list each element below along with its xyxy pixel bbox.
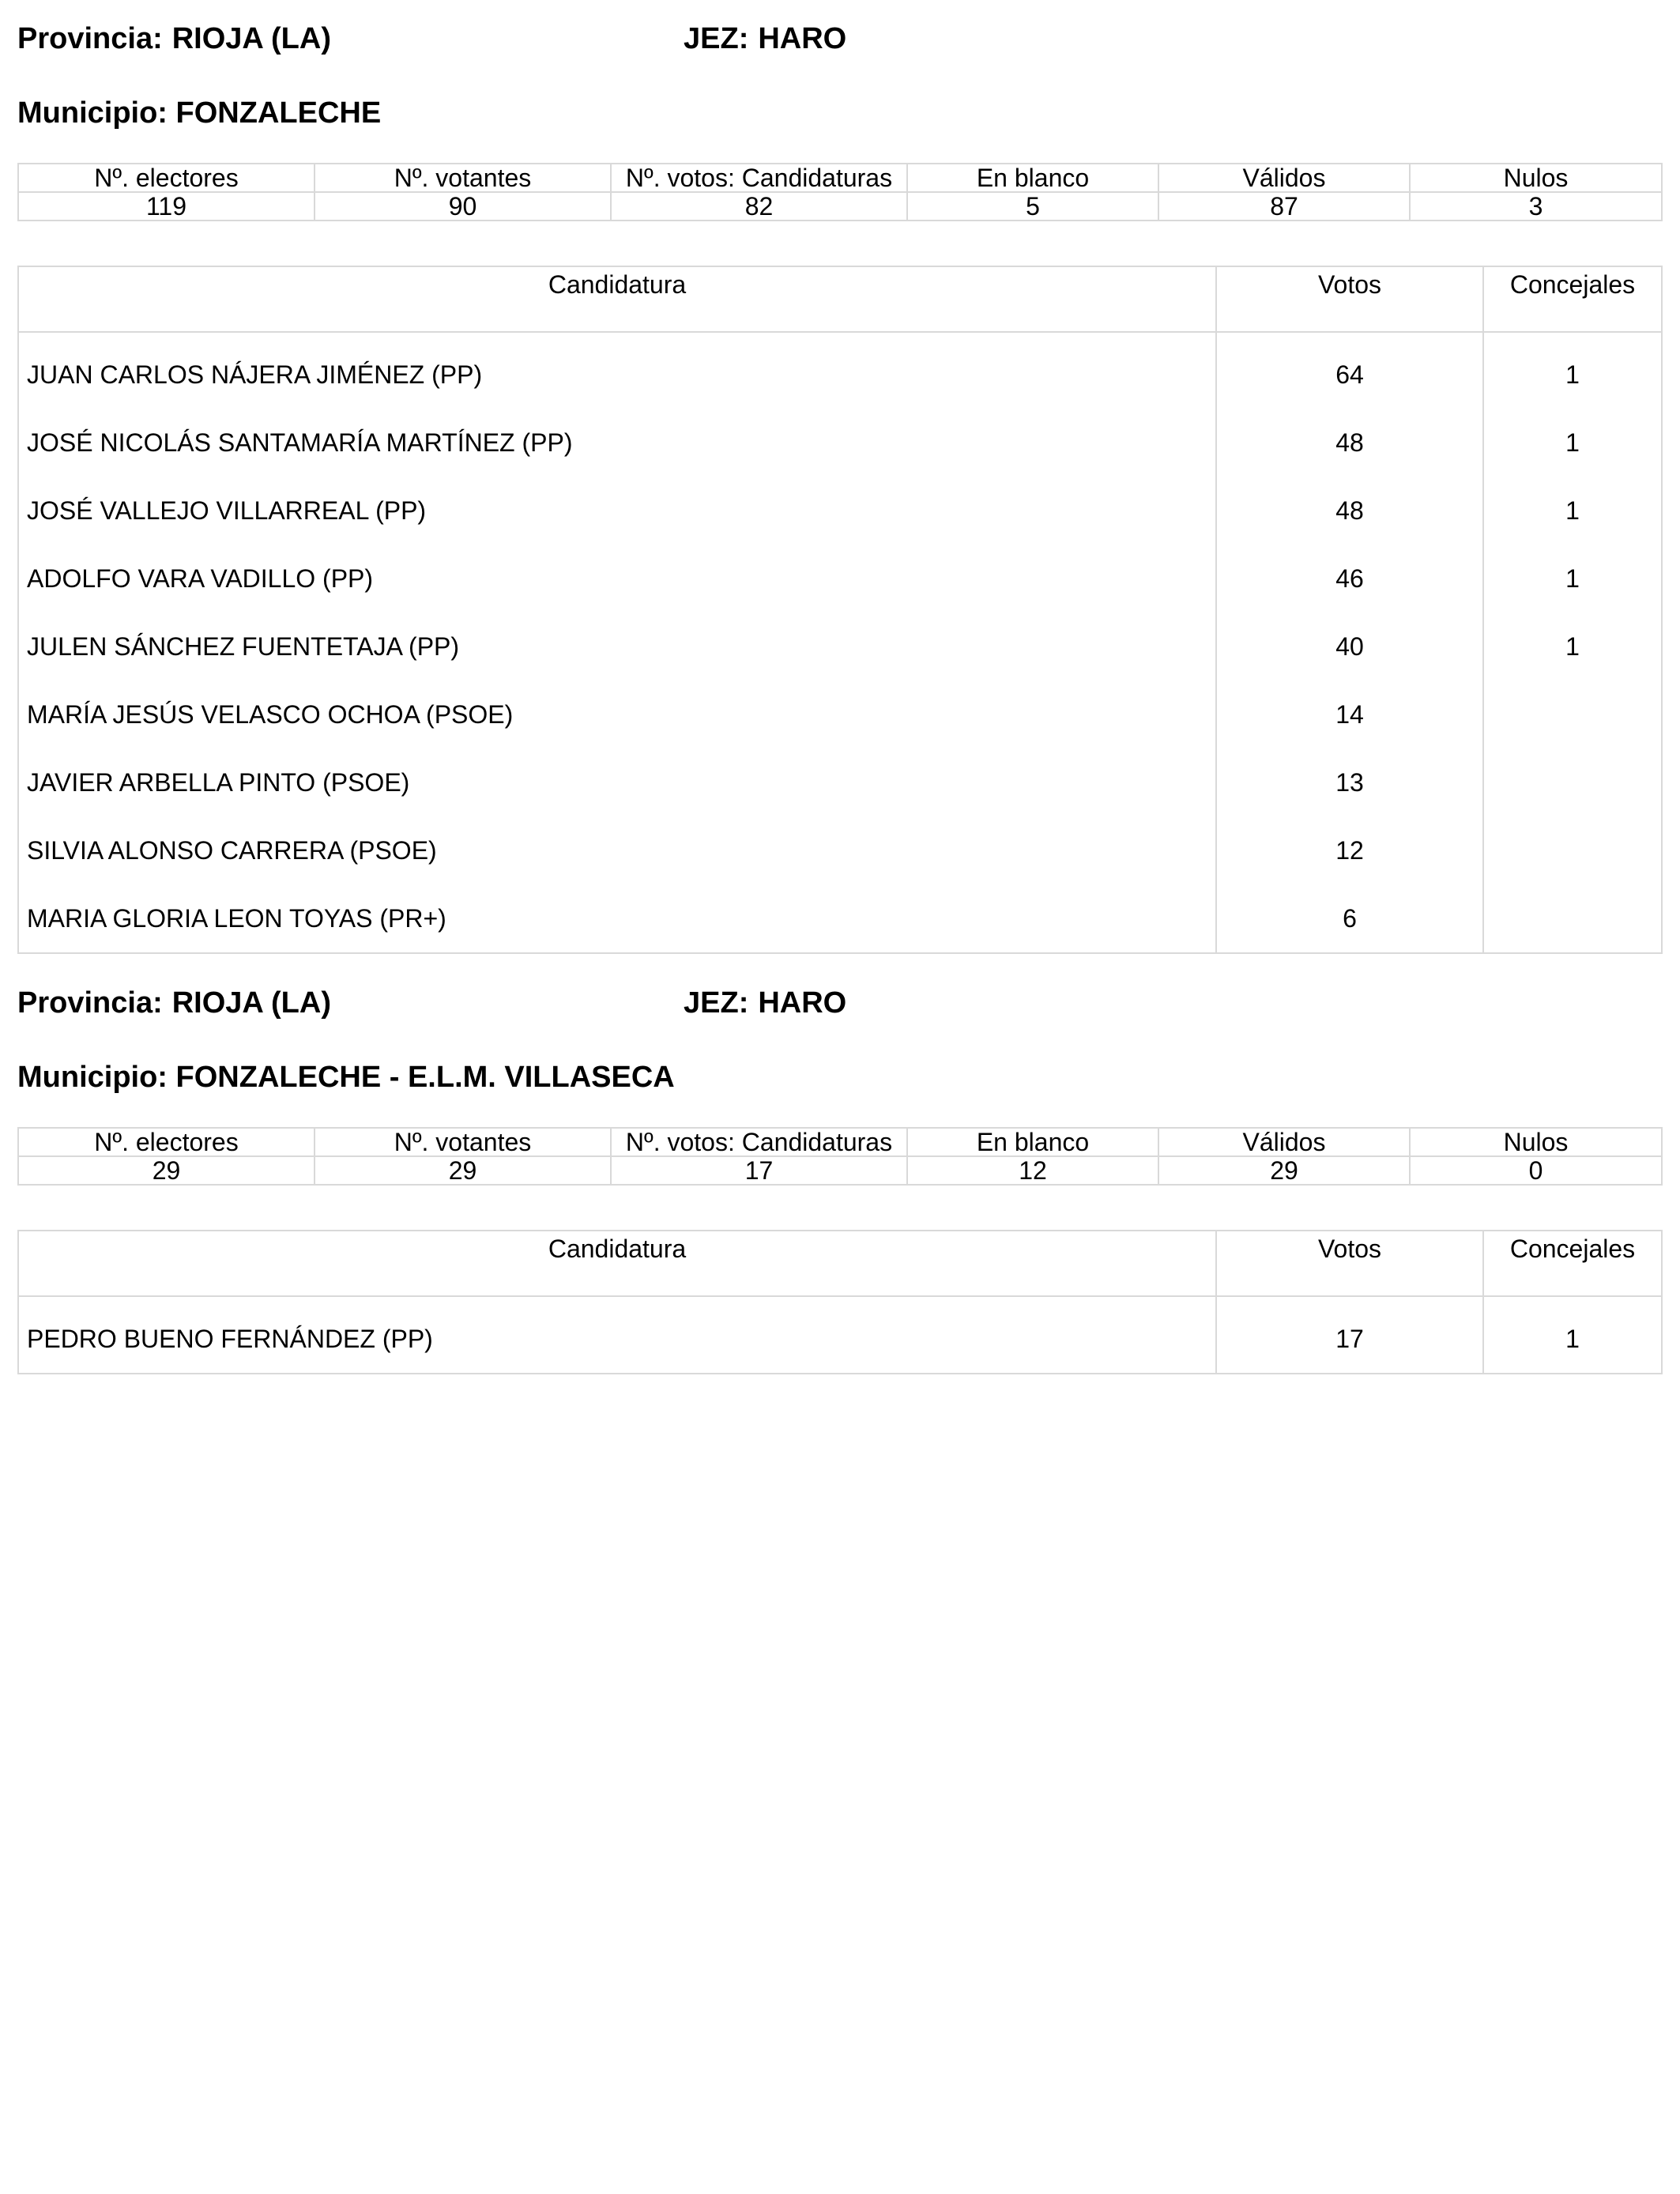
- candidate-votos: 12: [1216, 816, 1483, 884]
- stat-header-validos: Válidos: [1158, 1128, 1410, 1156]
- stat-value-electores: 119: [18, 192, 315, 221]
- candidate-concejales: [1483, 748, 1662, 816]
- candidate-concejales: 1: [1483, 332, 1662, 409]
- stat-value-nulos: 3: [1410, 192, 1662, 221]
- candidates-header-row: [18, 1231, 1662, 1296]
- stat-header-en-blanco: En blanco: [907, 1128, 1158, 1156]
- col-header-votos: Votos: [1216, 266, 1483, 332]
- candidate-votos: 48: [1216, 477, 1483, 545]
- candidate-concejales: 1: [1483, 613, 1662, 680]
- stat-header-votos-candidaturas: Nº. votos: Candidaturas: [611, 164, 907, 192]
- candidate-name: MARÍA JESÚS VELASCO OCHOA (PSOE): [18, 680, 1216, 748]
- stat-value-en-blanco: 12: [907, 1156, 1158, 1185]
- candidate-concejales: [1483, 816, 1662, 884]
- summary-value-row: [18, 192, 1662, 221]
- municipio-heading: [17, 1062, 675, 1092]
- municipio-label: Municipio:: [17, 96, 168, 130]
- table-row: [18, 748, 1662, 816]
- table-row: [18, 409, 1662, 477]
- candidate-votos: 13: [1216, 748, 1483, 816]
- jez-label: JEZ:: [684, 986, 749, 1020]
- candidate-concejales: 1: [1483, 409, 1662, 477]
- candidate-name: JULEN SÁNCHEZ FUENTETAJA (PP): [18, 613, 1216, 680]
- table-row: [18, 477, 1662, 545]
- stat-value-validos: 87: [1158, 192, 1410, 221]
- stat-header-votantes: Nº. votantes: [315, 1128, 611, 1156]
- stat-value-validos: 29: [1158, 1156, 1410, 1185]
- candidate-name: ADOLFO VARA VADILLO (PP): [18, 545, 1216, 613]
- table-row: [18, 680, 1662, 748]
- candidate-name: PEDRO BUENO FERNÁNDEZ (PP): [18, 1296, 1216, 1374]
- results-section-2: [17, 986, 1661, 1382]
- table-row: [18, 613, 1662, 680]
- municipio-label: Municipio:: [17, 1061, 168, 1094]
- col-header-concejales: Concejales: [1483, 266, 1662, 332]
- provincia-value: RIOJA (LA): [171, 986, 331, 1020]
- jez-heading: [684, 24, 846, 54]
- stat-header-electores: Nº. electores: [18, 164, 315, 192]
- candidate-votos: 6: [1216, 884, 1483, 953]
- jez-label: JEZ:: [684, 22, 749, 55]
- candidate-votos: 17: [1216, 1296, 1483, 1374]
- provincia-heading: [17, 24, 331, 54]
- candidate-votos: 64: [1216, 332, 1483, 409]
- stat-value-en-blanco: 5: [907, 192, 1158, 221]
- candidate-name: JOSÉ VALLEJO VILLARREAL (PP): [18, 477, 1216, 545]
- provincia-label: Provincia:: [17, 986, 163, 1020]
- stat-value-votos-candidaturas: 82: [611, 192, 907, 221]
- municipio-heading: [17, 98, 381, 128]
- col-header-votos: Votos: [1216, 1231, 1483, 1296]
- col-header-candidatura: Candidatura: [18, 266, 1216, 332]
- stat-header-electores: Nº. electores: [18, 1128, 315, 1156]
- candidate-concejales: 1: [1483, 477, 1662, 545]
- candidate-concejales: 1: [1483, 1296, 1662, 1374]
- candidate-votos: 40: [1216, 613, 1483, 680]
- stat-value-nulos: 0: [1410, 1156, 1662, 1185]
- municipio-value: FONZALECHE - E.L.M. VILLASECA: [175, 1061, 675, 1094]
- candidate-name: JUAN CARLOS NÁJERA JIMÉNEZ (PP): [18, 332, 1216, 409]
- table-row: [18, 884, 1662, 953]
- provincia-heading: [17, 988, 331, 1018]
- jez-value: HARO: [758, 986, 847, 1020]
- summary-header-row: [18, 164, 1662, 192]
- stat-value-votantes: 90: [315, 192, 611, 221]
- stat-header-nulos: Nulos: [1410, 1128, 1662, 1156]
- candidate-votos: 46: [1216, 545, 1483, 613]
- provincia-value: RIOJA (LA): [171, 22, 331, 55]
- jez-value: HARO: [758, 22, 847, 55]
- stat-header-validos: Válidos: [1158, 164, 1410, 192]
- summary-header-row: [18, 1128, 1662, 1156]
- table-row: [18, 332, 1662, 409]
- stat-header-en-blanco: En blanco: [907, 164, 1158, 192]
- stat-header-votos-candidaturas: Nº. votos: Candidaturas: [611, 1128, 907, 1156]
- summary-value-row: [18, 1156, 1662, 1185]
- summary-table: [17, 163, 1663, 221]
- provincia-label: Provincia:: [17, 22, 163, 55]
- candidate-concejales: 1: [1483, 545, 1662, 613]
- candidates-table: [17, 266, 1663, 954]
- stat-header-votantes: Nº. votantes: [315, 164, 611, 192]
- results-section-1: [17, 22, 1661, 947]
- candidate-name: JAVIER ARBELLA PINTO (PSOE): [18, 748, 1216, 816]
- municipio-value: FONZALECHE: [175, 96, 382, 130]
- candidates-table: [17, 1230, 1663, 1374]
- candidate-votos: 48: [1216, 409, 1483, 477]
- stat-value-votos-candidaturas: 17: [611, 1156, 907, 1185]
- stat-value-votantes: 29: [315, 1156, 611, 1185]
- candidate-name: MARIA GLORIA LEON TOYAS (PR+): [18, 884, 1216, 953]
- col-header-concejales: Concejales: [1483, 1231, 1662, 1296]
- col-header-candidatura: Candidatura: [18, 1231, 1216, 1296]
- jez-heading: [684, 988, 846, 1018]
- candidate-concejales: [1483, 680, 1662, 748]
- table-row: [18, 1296, 1662, 1374]
- candidate-name: SILVIA ALONSO CARRERA (PSOE): [18, 816, 1216, 884]
- summary-table: [17, 1127, 1663, 1186]
- candidate-votos: 14: [1216, 680, 1483, 748]
- candidate-concejales: [1483, 884, 1662, 953]
- stat-header-nulos: Nulos: [1410, 164, 1662, 192]
- candidate-name: JOSÉ NICOLÁS SANTAMARÍA MARTÍNEZ (PP): [18, 409, 1216, 477]
- table-row: [18, 545, 1662, 613]
- stat-value-electores: 29: [18, 1156, 315, 1185]
- candidates-header-row: [18, 266, 1662, 332]
- table-row: [18, 816, 1662, 884]
